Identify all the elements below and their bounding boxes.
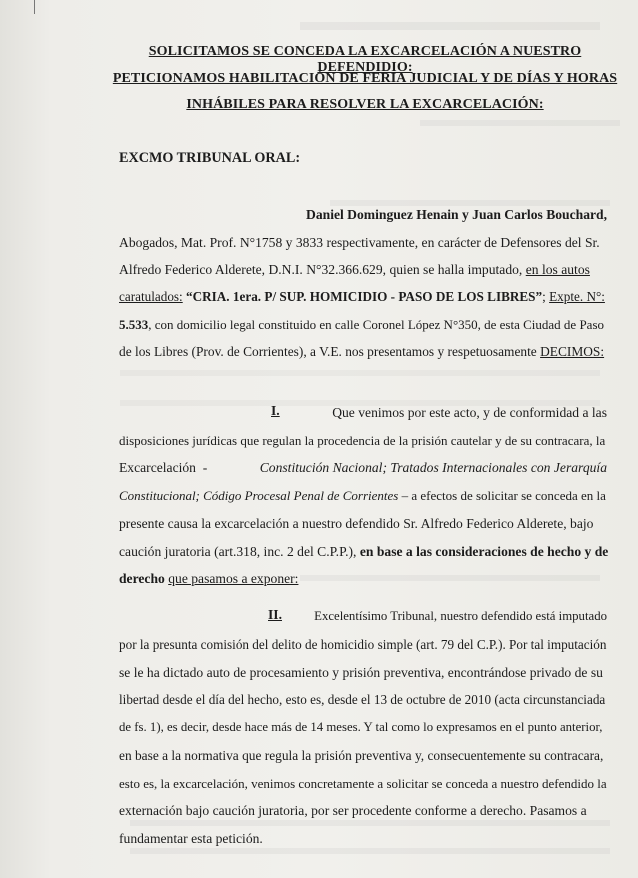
section-2-line-7 [119,774,607,793]
section-text: Excelentísimo Tribunal, nuestro defendido está imputado [314,609,607,623]
section-text: de fs. 1), es decir, desde hace más de 14 meses. Y tal como lo expresamos en el punto anterior, [119,720,603,734]
section-text: – a efectos de solicitar se conceda en la [398,488,606,503]
section-text: en base a la normativa que regula la prisión preventiva y, consecuentemente su contracara, [119,748,604,763]
punch-mark [34,0,35,14]
section-bold: derecho [119,571,169,586]
section-text: fundamentar esta petición. [119,831,263,846]
section-2-line-1 [312,607,607,626]
section-1-line-7 [119,569,607,588]
section-1-line-5 [119,514,607,533]
section-text: esto es, la excarcelación, venimos concretamente a solicitar se conceda a nuestro defendido la [119,776,607,791]
intro-text: Alfredo Federico Alderete, D.N.I. N°32.366.629, quien se halla imputado, [119,262,526,277]
intro-text: de los Libres (Prov. de Corrientes), a V.E. nos presentamos y respetuosamente [119,344,541,359]
section-text: libertad desde el día del hecho, esto es, desde el 13 de octubre de 2010 (acta circunstanciada [119,692,606,707]
section-text: Excarcelación - [119,460,215,475]
section-text: presente causa la excarcelación a nuestro defendido Sr. Alfredo Federico Alderete, bajo [119,516,594,531]
section-2-line-3 [119,663,607,682]
intro-line-2 [119,260,607,279]
section-italic: Constitución Nacional; Tratados Internacionales con Jerarquía [259,460,607,475]
case-title: “CRIA. 1era. P/ SUP. HOMICIDIO - PASO DE LOS LIBRES” [182,289,543,304]
section-2-line-5 [119,718,607,737]
case-number-label: Expte. N°: [549,289,605,304]
heading-line-3: INHÁBILES PARA RESOLVER LA EXCARCELACIÓN: [186,97,544,112]
section-1-line-4 [119,486,607,505]
section-2-line-2 [119,635,607,654]
intro-line-3 [119,287,607,306]
intro-text: Abogados, Mat. Prof. N°1758 y 3833 respectivamente, en carácter de Defensores del Sr. [119,235,600,250]
section-1-line-1 [312,403,607,422]
intro-line-4 [119,315,607,334]
section-2-line-6 [119,746,607,765]
lawyer-names [282,205,607,224]
section-2-line-8 [119,801,607,820]
heading-line-2: PETICIONAMOS HABILITACIÓN DE FERIA JUDICIAL Y DE DÍAS Y HORAS [112,71,618,86]
section-text: Que venimos por este acto, y de conformidad a las [332,405,607,420]
section-underlined: que pasamos a exponer: [168,571,299,586]
decimos-label: DECIMOS: [540,344,605,359]
section-bold: en base a las consideraciones de hecho y de [359,544,609,559]
section-italic: Constitucional; Código Procesal Penal de Corrientes [119,488,399,503]
court-address: EXCMO TRIBUNAL ORAL: [119,150,301,166]
section-text: caución juratoria (art.318, inc. 2 del C.P.P.), [119,544,360,559]
section-text: externación bajo caución juratoria, por ser procedente conforme a derecho. Pasamos a [119,803,587,818]
section-2-line-9 [119,829,607,848]
section-text: por la presunta comisión del delito de homicidio simple (art. 79 del C.P.). Por tal imputación [119,637,607,652]
lawyer-names-text: Daniel Dominguez Henain y Juan Carlos Bouchard, [306,207,607,222]
intro-line-5 [119,342,607,361]
section-text: se le ha dictado auto de procesamiento y prisión preventiva, encontrándose privado de su [119,665,603,680]
section-text: disposiciones jurídicas que regulan la procedencia de la prisión cautelar y de su contracara, la [119,433,606,448]
section-1-line-3 [119,458,607,477]
intro-text: ; [542,289,550,304]
intro-underlined: en los autos [525,262,590,277]
section-1-line-2 [119,431,607,450]
section-2-number: II. [268,607,282,622]
heading-line-1: SOLICITAMOS SE CONCEDA LA EXCARCELACIÓN A NUESTRO DEFENDIDIO: [148,44,582,75]
section-2-line-4 [119,690,607,709]
intro-underlined: caratulados: [119,289,183,304]
case-number: 5.533 [119,317,149,332]
section-1-number: I. [271,403,280,418]
intro-line-1 [119,233,607,252]
intro-text: , con domicilio legal constituido en calle Coronel López N°350, de esta Ciudad de Paso [148,317,605,332]
section-1-line-6 [119,542,607,561]
